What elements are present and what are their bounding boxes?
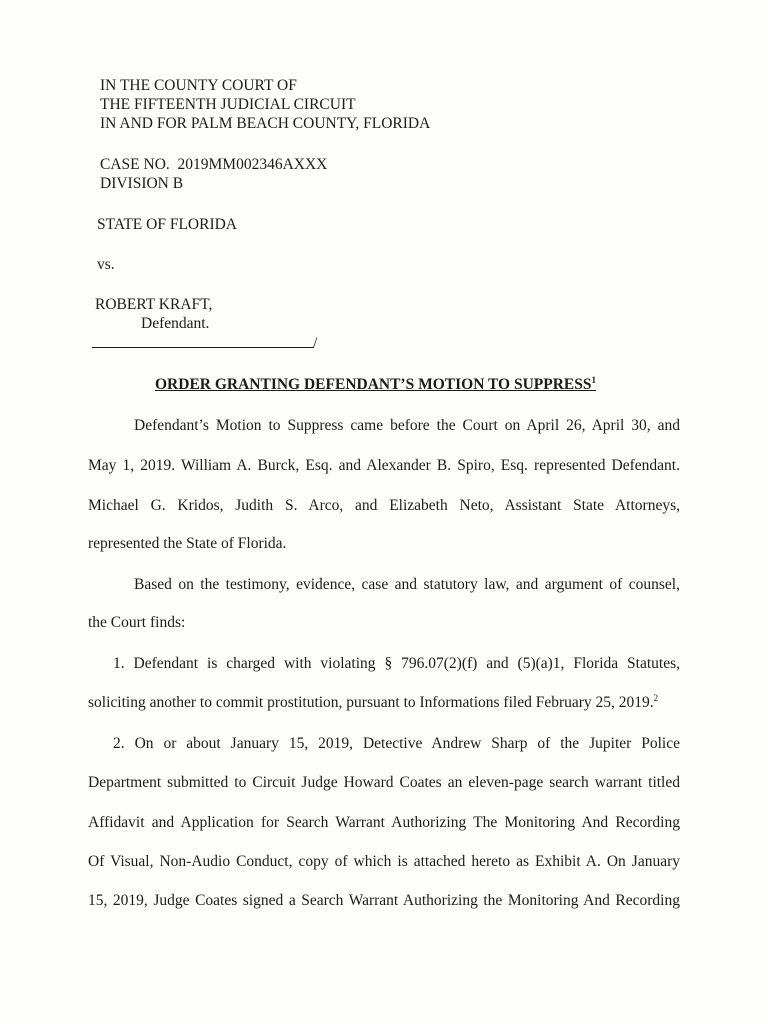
court-name-line-3: IN AND FOR PALM BEACH COUNTY, FLORIDA: [100, 115, 431, 132]
case-info: [100, 155, 327, 193]
court-caption: [100, 76, 430, 133]
item1-line-1: 1. Defendant is charged with violating § 796.07(2)(f) and (5)(a)1, Florida Statutes,: [113, 655, 680, 672]
item2-line-1: 2. On or about January 15, 2019, Detective Andrew Sharp of the Jupiter Police: [113, 735, 680, 752]
item1-footnote-marker: 2: [653, 692, 659, 703]
order-title-text: ORDER GRANTING DEFENDANT’S MOTION TO SUPPRESS: [155, 376, 592, 393]
case-number: CASE NO. 2019MM002346AXXX: [100, 156, 328, 173]
item2-line-3: Affidavit and Application for Search Warrant Authorizing The Monitoring And Recording: [88, 814, 680, 831]
caption-rule: [92, 347, 314, 348]
court-name-line-1: IN THE COUNTY COURT OF: [100, 77, 297, 94]
p2-line-2: the Court finds:: [88, 614, 186, 631]
p1-line-2: May 1, 2019. William A. Burck, Esq. and Alexander B. Spiro, Esq. represented Defendant.: [88, 457, 680, 474]
p1-line-1: Defendant’s Motion to Suppress came before the Court on April 26, April 30, and: [134, 417, 680, 434]
caption-slash: /: [313, 335, 318, 352]
plaintiff-name: STATE OF FLORIDA: [97, 216, 237, 233]
item1-line-2: [88, 693, 680, 712]
item2-line-4: Of Visual, Non-Audio Conduct, copy of which is attached hereto as Exhibit A. On January: [88, 853, 680, 870]
p1-line-4: represented the State of Florida.: [88, 535, 287, 552]
p2-line-1: Based on the testimony, evidence, case and statutory law, and argument of counsel,: [134, 576, 680, 593]
p1-line-3: Michael G. Kridos, Judith S. Arco, and Elizabeth Neto, Assistant State Attorneys,: [88, 497, 680, 514]
item2-line-5: 15, 2019, Judge Coates signed a Search Warrant Authorizing the Monitoring And Recording: [88, 892, 680, 909]
item2-line-2: Department submitted to Circuit Judge Howard Coates an eleven-page search warrant titled: [88, 774, 680, 791]
title-footnote-marker: 1: [591, 374, 597, 385]
court-name-line-2: THE FIFTEENTH JUDICIAL CIRCUIT: [100, 96, 356, 113]
defendant-name: ROBERT KRAFT,: [95, 296, 213, 313]
item1-line-2-text: soliciting another to commit prostitution, pursuant to Informations filed February 25, 2019.: [88, 694, 654, 711]
case-division: DIVISION B: [100, 175, 184, 192]
defendant-role: Defendant.: [141, 315, 210, 332]
versus-label: vs.: [97, 256, 115, 273]
order-title: [155, 375, 596, 394]
